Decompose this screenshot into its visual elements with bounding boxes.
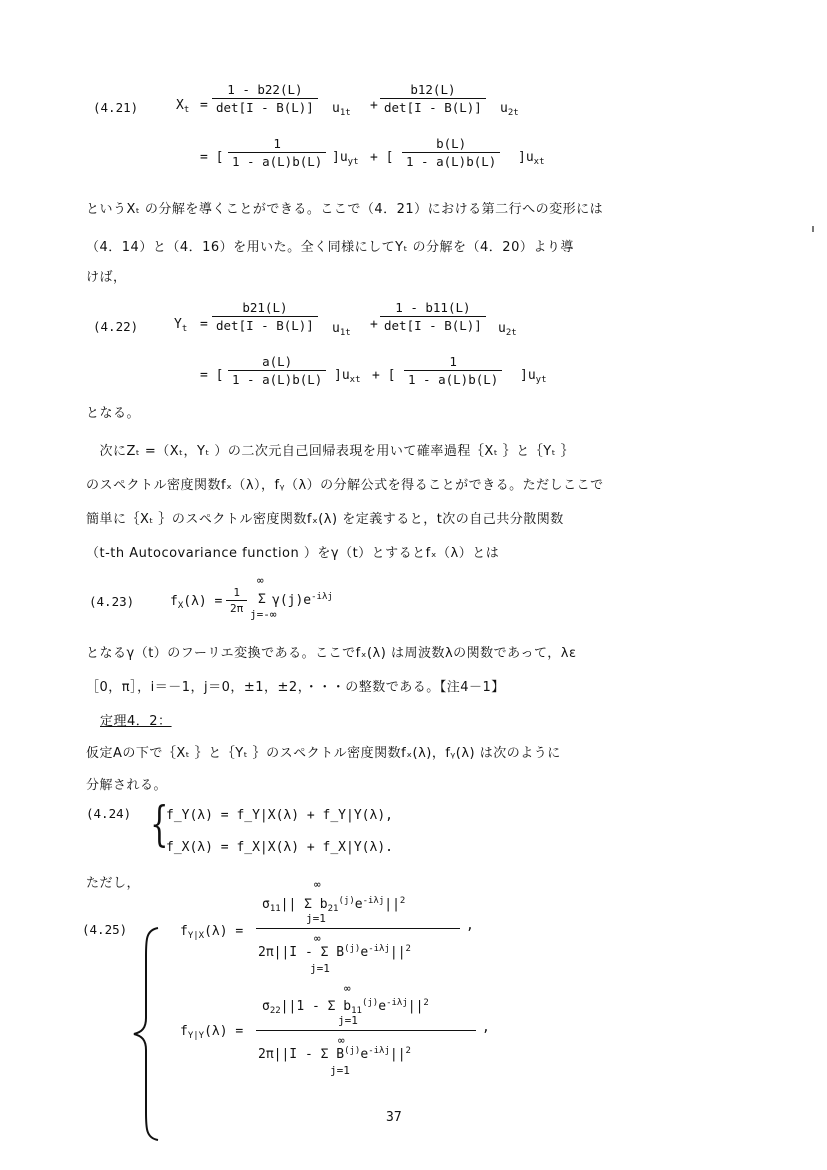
- eq423-body: $\gamma(j)e^{-i\lambda j}$: [272, 592, 333, 608]
- paragraph-line: となる。: [86, 406, 141, 421]
- eq422-uyt: ]$u_{yt}$: [520, 368, 547, 385]
- eq425-den1: 2π||I - Σ $B^{(j)}e^{-i\lambda j}||^2$: [258, 944, 411, 960]
- fraction-numerator: b(L): [436, 136, 467, 151]
- sum-lower-limit: j=-∞: [250, 608, 277, 621]
- fraction-denominator: det[I - B(L)]: [384, 100, 482, 115]
- eq421-fraction-3: [228, 136, 326, 169]
- equation-label-4-23: (4.23): [89, 594, 135, 609]
- eq421-u1t: $u_{1t}$: [332, 101, 351, 118]
- fraction-numerator: b12(L): [410, 82, 456, 97]
- paragraph-line: （4．14）と（4．16）を用いた。全く同様にしてYₜ の分解を（4．20）より導: [86, 240, 574, 255]
- eq421-u2t: $u_{2t}$: [500, 101, 519, 118]
- fraction-numerator: b21(L): [242, 300, 288, 315]
- eq425-lhs1: $f_{Y|X}(\lambda)$ =: [180, 924, 244, 941]
- eq422-line2-plus: + [: [372, 368, 396, 383]
- theorem-title: 定理4．2：: [100, 714, 172, 729]
- eq422-equals: =: [200, 317, 208, 332]
- fraction-denominator: 1 - a(L)b(L): [406, 154, 497, 169]
- fraction-denominator: 2π: [230, 602, 244, 615]
- fraction-denominator: 1 - a(L)b(L): [232, 372, 323, 387]
- sum-upper-limit: ∞: [338, 1034, 345, 1047]
- paragraph-line: というXₜ の分解を導くことができる。ここで（4．21）における第二行への変形には: [86, 202, 604, 217]
- scan-mark: [812, 226, 814, 232]
- eq421-uyt: ]$u_{yt}$: [332, 150, 359, 167]
- paragraph-line: 分解される。: [86, 778, 168, 793]
- page-number: 37: [386, 1110, 402, 1125]
- paragraph-line: 仮定Aの下で｛Xₜ ｝と｛Yₜ ｝のスペクトル密度関数fₓ(λ)，fᵧ(λ) は次のように: [86, 746, 561, 761]
- eq422-u1t: $u_{1t}$: [332, 321, 351, 338]
- eq421-lhs: $X_t$: [176, 98, 190, 115]
- fraction-denominator: det[I - B(L)]: [384, 318, 482, 333]
- sum-upper-limit: ∞: [314, 878, 321, 891]
- eq422-uxt: ]$u_{xt}$: [334, 368, 361, 385]
- sum-lower-limit: j=1: [330, 1064, 350, 1077]
- eq422-fraction-3: [228, 354, 326, 387]
- paragraph-line: 簡単に｛Xₜ ｝のスペクトル密度関数fₓ(λ) を定義すると，t次の自己共分散関数: [86, 512, 564, 527]
- eq424-line2: f_X(λ) = f_X|X(λ) + f_X|Y(λ).: [166, 840, 393, 855]
- equation-label-4-24: (4.24): [86, 806, 132, 821]
- eq425-den2: 2π||I - Σ $B^{(j)}e^{-i\lambda j}||^2$: [258, 1046, 411, 1062]
- eq423-coefficient: [226, 586, 247, 615]
- eq422-u2t: $u_{2t}$: [498, 321, 517, 338]
- sum-lower-limit: j=1: [338, 1014, 358, 1027]
- equation-label-4-21: (4.21): [93, 100, 139, 115]
- sum-symbol: Σ: [258, 592, 266, 607]
- eq425-num1: $\sigma_{11}||$ Σ $b_{21}^{(j)}e^{-i\lambda j}||^2$: [262, 896, 406, 914]
- equation-label-4-22: (4.22): [93, 319, 139, 334]
- sum-upper-limit: ∞: [257, 574, 264, 587]
- paragraph-line: けば，: [86, 270, 127, 285]
- eq424-line1: f_Y(λ) = f_Y|X(λ) + f_Y|Y(λ),: [166, 808, 393, 823]
- fraction-numerator: a(L): [262, 354, 293, 369]
- paragraph-line: ［0，π］，i＝－1，j＝0，±1，±2，・・・の整数である。【注4－1】: [86, 680, 505, 695]
- eq422-fraction-2: [380, 300, 486, 333]
- paragraph-line: のスペクトル密度関数fₓ（λ），fᵧ（λ）の分解公式を得ることができる。ただしここで: [86, 478, 604, 493]
- eq421-fraction-1: [212, 82, 318, 115]
- comma: ,: [466, 918, 474, 933]
- comma: ,: [482, 1020, 490, 1035]
- equation-label-4-25: (4.25): [82, 922, 128, 937]
- fraction-denominator: det[I - B(L)]: [216, 318, 314, 333]
- eq422-fraction-1: [212, 300, 318, 333]
- fraction-bar: [256, 928, 460, 929]
- fraction-numerator: 1 - b22(L): [227, 82, 303, 97]
- eq422-lhs: $Y_t$: [174, 317, 188, 334]
- fraction-denominator: det[I - B(L)]: [216, 100, 314, 115]
- paragraph-line: 次にZₜ =（Xₜ，Yₜ ）の二次元自己回帰表現を用いて確率過程｛Xₜ ｝と｛Yₜ ｝: [86, 444, 575, 459]
- eq422-plus: +: [370, 317, 378, 332]
- eq421-uxt: ]$u_{xt}$: [518, 150, 545, 167]
- fraction-numerator: 1: [273, 136, 281, 151]
- eq422-fraction-4: [404, 354, 502, 387]
- eq421-fraction-2: [380, 82, 486, 115]
- sum-upper-limit: ∞: [314, 932, 321, 945]
- sum-lower-limit: j=1: [306, 912, 326, 925]
- eq421-fraction-4: [402, 136, 500, 169]
- eq423-lhs: $f_X(\lambda)$ =: [170, 594, 223, 611]
- eq425-num2: $\sigma_{22}||1$ - Σ $b_{11}^{(j)}e^{-i\lambda j}||^2$: [262, 998, 429, 1016]
- eq421-plus: +: [370, 98, 378, 113]
- fraction-bar: [256, 1030, 476, 1031]
- fraction-denominator: 1 - a(L)b(L): [408, 372, 499, 387]
- eq421-line2-open: = [: [200, 150, 224, 165]
- left-brace-icon: {: [150, 796, 169, 852]
- paragraph-line: ただし，: [86, 876, 141, 891]
- eq422-line2-open: = [: [200, 368, 224, 383]
- fraction-numerator: 1: [449, 354, 457, 369]
- sum-lower-limit: j=1: [310, 962, 330, 975]
- eq421-equals: =: [200, 98, 208, 113]
- sum-upper-limit: ∞: [344, 982, 351, 995]
- paragraph-line: （t-th Autocovariance function ）をγ（t）とするとfₓ（λ）とは: [86, 546, 500, 561]
- paragraph-line: となるγ（t）のフーリエ変換である。ここでfₓ(λ) は周波数λの関数であって，λε: [86, 646, 577, 661]
- fraction-numerator: 1: [233, 586, 240, 599]
- eq421-line2-plus: + [: [370, 150, 394, 165]
- fraction-denominator: 1 - a(L)b(L): [232, 154, 323, 169]
- large-left-brace-icon: [128, 926, 162, 1142]
- fraction-numerator: 1 - b11(L): [395, 300, 471, 315]
- eq425-lhs2: $f_{Y|Y}(\lambda)$ =: [180, 1024, 244, 1041]
